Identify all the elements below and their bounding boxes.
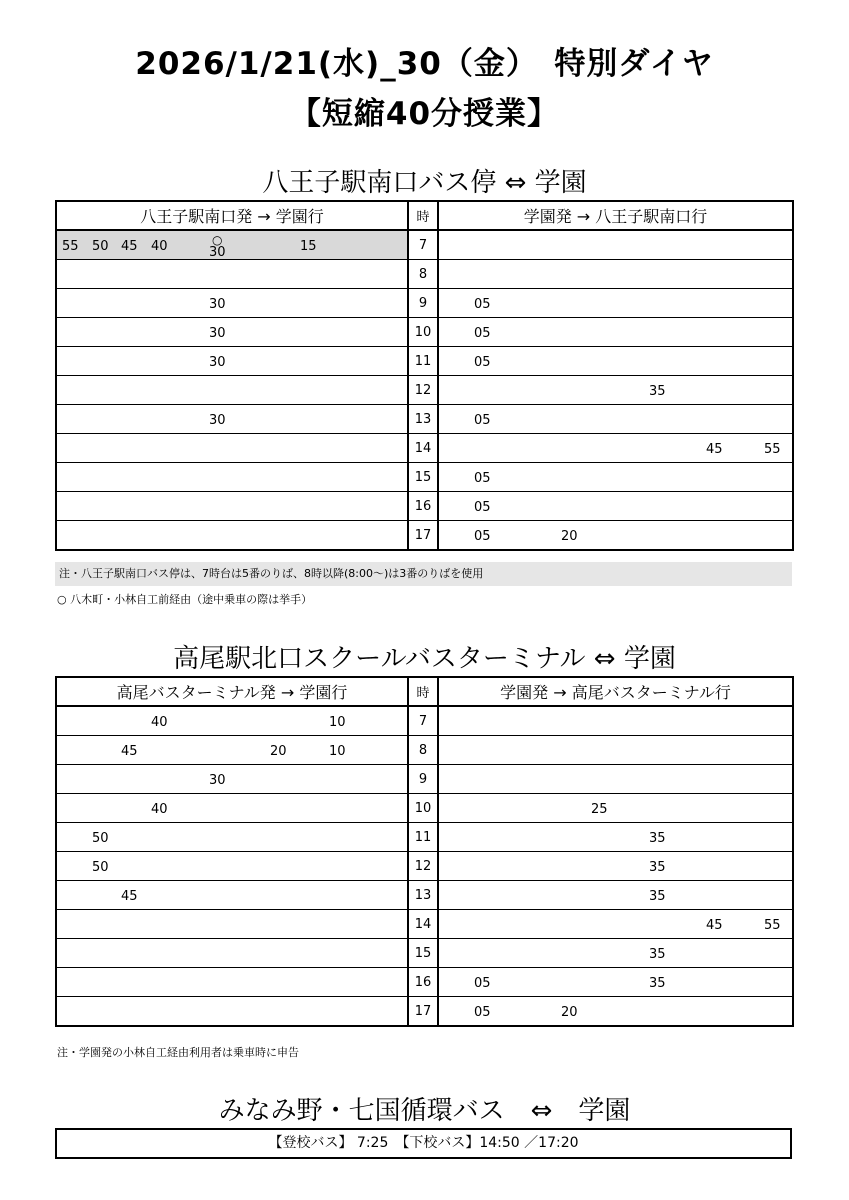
minute: 10 [329,715,346,730]
section1-title: 八王子駅南口バス停 ⇔ 学園 [262,168,587,198]
table-row [56,260,793,289]
table-row [56,347,793,376]
minute: 50 [92,860,109,875]
hour: 9 [408,765,438,794]
minute: 45 [706,918,723,933]
hour: 15 [408,463,438,492]
table-row [56,736,793,765]
s1-col-hour-header: 時 [408,201,438,230]
hour: 12 [408,852,438,881]
minute: 30 [209,326,226,341]
table-row [56,852,793,881]
table-row [56,463,793,492]
s1-col-left-header: 八王子駅南口発 → 学園行 [56,201,408,230]
table-row [56,765,793,794]
minute: 45 [706,442,723,457]
s1-cell-right [438,230,793,260]
minute: 40 [151,239,168,254]
hour: 10 [408,794,438,823]
s2-col-left-header: 高尾バスターミナル発 → 学園行 [56,677,408,706]
hour: 16 [408,968,438,997]
minute: 35 [649,860,666,875]
table-row [56,434,793,463]
table-row [56,881,793,910]
hour: 17 [408,997,438,1027]
minute: 30 [209,413,226,428]
section3-schedule-box [55,1128,792,1159]
minute: 05 [474,529,491,544]
table-row [56,997,793,1027]
minute: 35 [649,384,666,399]
section2-title: 高尾駅北口スクールバスターミナル ⇔ 学園 [173,644,676,674]
hour: 11 [408,823,438,852]
minute: 05 [474,297,491,312]
hour: 7 [408,706,438,736]
s1-cell-left [56,230,408,260]
table-row [56,823,793,852]
section1-note: 注・八王子駅南口バス停は、7時台は5番のりば、8時以降(8:00～)は3番のりばを使用 [55,562,792,586]
minute: 50 [92,239,109,254]
minute: 35 [649,976,666,991]
minute: 30 [209,355,226,370]
table-row [56,910,793,939]
hour: 14 [408,910,438,939]
minute: 50 [92,831,109,846]
hour: 9 [408,289,438,318]
table-row [56,492,793,521]
hour: 13 [408,405,438,434]
minute: 15 [300,239,317,254]
minute: 30 [209,773,226,788]
table-row [56,521,793,551]
hour: 14 [408,434,438,463]
section3-title: みなみ野・七国循環バス ⇔ 学園 [218,1096,631,1126]
minute: 30 [209,297,226,312]
section3-info: 【登校バス】 7:25 【下校バス】14:50 ／17:20 [268,1135,579,1151]
section1-legend: ○ 八木町・小林自工前経由（途中乗車の際は挙手） [57,593,313,606]
circle-mark: ○ [212,233,223,247]
hour: 16 [408,492,438,521]
minute: 40 [151,715,168,730]
s1-col-right-header: 学園発 → 八王子駅南口行 [438,201,793,230]
table-row [56,968,793,997]
minute: 35 [649,831,666,846]
hour: 15 [408,939,438,968]
hour: 11 [408,347,438,376]
minute: 45 [121,239,138,254]
s2-col-right-header: 学園発 → 高尾バスターミナル行 [438,677,793,706]
minute: 20 [561,529,578,544]
minute: 40 [151,802,168,817]
hour: 8 [408,260,438,289]
table-row [56,794,793,823]
minute: 55 [764,442,781,457]
minute: 05 [474,500,491,515]
minute: 45 [121,889,138,904]
table-row [56,405,793,434]
minute: 55 [764,918,781,933]
minute: 55 [62,239,79,254]
minute: 05 [474,1005,491,1020]
table-row [56,939,793,968]
section2-note: 注・学園発の小林自工経由利用者は乗車時に申告 [57,1046,299,1059]
table-row [56,289,793,318]
hour: 12 [408,376,438,405]
minute: 05 [474,355,491,370]
minute: 05 [474,471,491,486]
table-row [56,318,793,347]
hour: 10 [408,318,438,347]
section2-timetable [55,676,794,1027]
hour: 7 [408,230,438,260]
page-subtitle: 【短縮40分授業】 [289,96,560,132]
minute: 05 [474,326,491,341]
hour: 8 [408,736,438,765]
table-row [56,230,793,260]
table-row [56,706,793,736]
table-row [56,376,793,405]
minute: 20 [270,744,287,759]
hour: 17 [408,521,438,551]
minute: 45 [121,744,138,759]
hour: 13 [408,881,438,910]
minute: 35 [649,889,666,904]
minute: 10 [329,744,346,759]
minute: 05 [474,976,491,991]
minute: 30 [209,245,226,260]
minute: 20 [561,1005,578,1020]
page-title: 2026/1/21(水)_30（金） 特別ダイヤ [135,46,714,82]
minute: 05 [474,413,491,428]
minute: 35 [649,947,666,962]
s2-col-hour-header: 時 [408,677,438,706]
minute: 25 [591,802,608,817]
section1-timetable [55,200,794,551]
